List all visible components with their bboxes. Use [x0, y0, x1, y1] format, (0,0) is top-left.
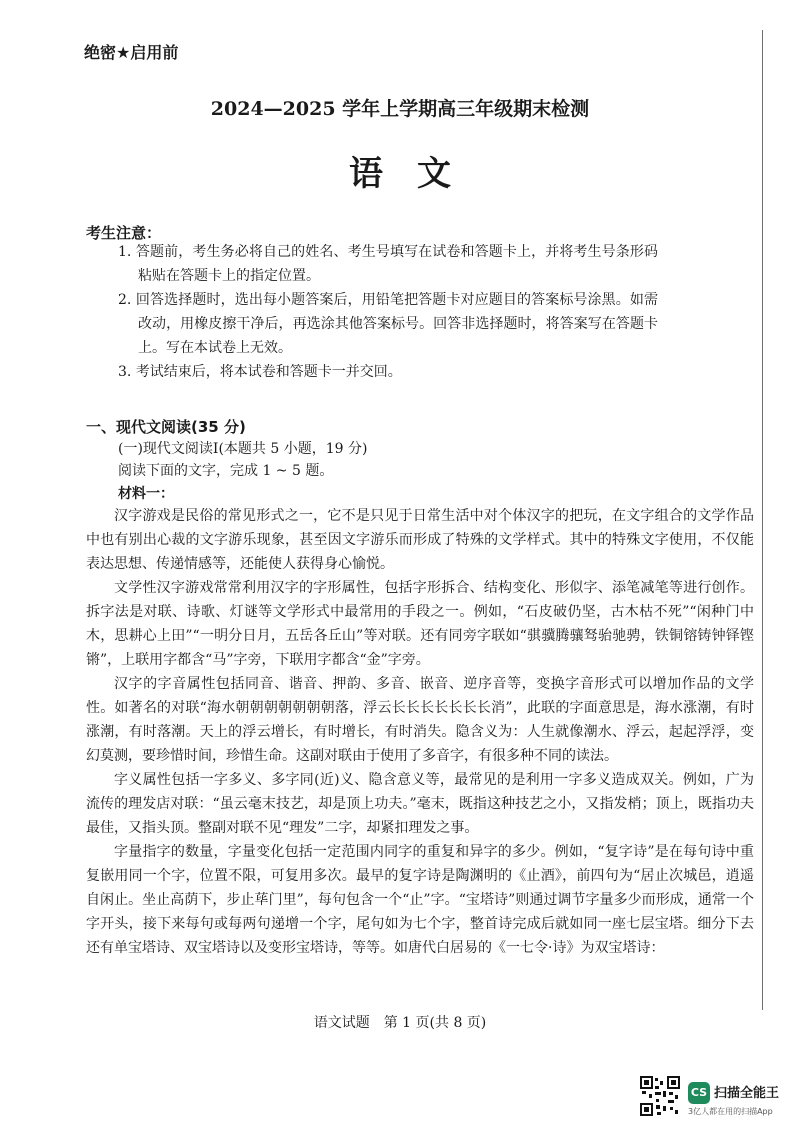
notice-list	[118, 240, 658, 384]
material-label: 材料一：	[118, 486, 174, 502]
paragraph: 汉字的字音属性包括同音、谐音、押韵、多音、嵌音、逆序音等，变换字音形式可以增加作品的文学性。如著名的对联“海水朝朝朝朝朝朝朝落，浮云长长长长长长长消”，此联的字面意思是，海水涨潮，有时涨潮，有时落潮。天上的浮云增长，有时增长，有时消失。隐含义为：人生就像潮水、浮云，起起浮浮，变幻莫测，要珍惜时间，珍惜生命。这副对联由于使用了多音字，有很多种不同的读法。	[86, 676, 754, 764]
secret-label: 绝密★启用前	[84, 43, 179, 62]
qr-code-icon	[640, 1076, 680, 1116]
subject-title: 语 文	[349, 154, 451, 194]
camscanner-logo-icon: CS	[688, 1082, 710, 1104]
reading-material	[86, 504, 754, 960]
notice-item: 3. 考试结束后，将本试卷和答题卡一并交回。	[118, 364, 402, 380]
notice-title: 考生注意：	[86, 224, 162, 242]
paragraph: 汉字游戏是民俗的常见形式之一，它不是只见于日常生活中对个体汉字的把玩，在文字组合的文学作品中也有别出心裁的文字游乐现象，甚至因文字游乐而形成了特殊的文学样式。其中的特殊文字使用，不仅能表达思想、传递情感等，还能使人获得身心愉悦。	[86, 508, 754, 572]
notice-item: 1. 答题前，考生务必将自己的姓名、考生号填写在试卷和答题卡上，并将考生号条形码粘贴在答题卡上的指定位置。	[118, 244, 658, 284]
scanner-app-name: 扫描全能王	[714, 1086, 780, 1101]
paragraph: 文学性汉字游戏常常利用汉字的字形属性，包括字形拆合、结构变化、形似字、添笔减笔等进行创作。拆字法是对联、诗歌、灯谜等文学形式中最常用的手段之一。例如，“石皮破仍坚，古木枯不死”“闲种门中木，思耕心上田”“一明分日月，五岳各丘山”等对联。还有同旁字联如“骐骥腾骧驽骀驰骋，铁铜镕铸钟铎铿锵”，上联用字都含“马”字旁，下联用字都含“金”字旁。	[86, 580, 754, 668]
notice-item: 2. 回答选择题时，选出每小题答案后，用铅笔把答题卡对应题目的答案标号涂黑。如需改动，用橡皮擦干净后，再选涂其他答案标号。回答非选择题时，将答案写在答题卡上。写在本试卷上无效。	[118, 292, 658, 356]
page-footer: 语文试题 第 1 页(共 8 页)	[313, 1015, 487, 1031]
paragraph: 字量指字的数量，字量变化包括一定范围内同字的重复和异字的多少。例如，“复字诗”是在每句诗中重复嵌用同一个字，位置不限，可复用多次。最早的复字诗是陶渊明的《止酒》，前四句为“居止次城邑，逍遥自闲止。坐止高荫下，步止荜门里”，每句包含一个“止”字。“宝塔诗”则通过调节字量多少而形成，通常一个字开头，接下来每句或每两句递增一个字，尾句如为七个字，整首诗完成后就如同一座七层宝塔。细分下去还有单宝塔诗、双宝塔诗以及变形宝塔诗，等等。如唐代白居易的《一七令·诗》为双宝塔诗：	[86, 844, 754, 956]
scanner-app-subtitle: 3亿人都在用的扫描App	[688, 1107, 773, 1116]
section-heading: 一、现代文阅读(35 分)	[86, 418, 246, 436]
section-subheading: (一)现代文阅读Ⅰ(本题共 5 小题，19 分)	[118, 441, 368, 457]
exam-title: 2024—2025 学年上学期高三年级期末检测	[210, 98, 590, 120]
paragraph: 字义属性包括一字多义、多字同(近)义、隐含意义等，最常见的是利用一字多义造成双关。例如，广为流传的理发店对联：“虽云毫末技艺，却是顶上功夫。”毫末，既指这种技艺之小，又指发梢；顶上，既指功夫最佳，又指头顶。整副对联不见“理发”二字，却紧扣理发之事。	[86, 772, 754, 836]
reading-instruction: 阅读下面的文字，完成 1 ~ 5 题。	[118, 463, 334, 479]
